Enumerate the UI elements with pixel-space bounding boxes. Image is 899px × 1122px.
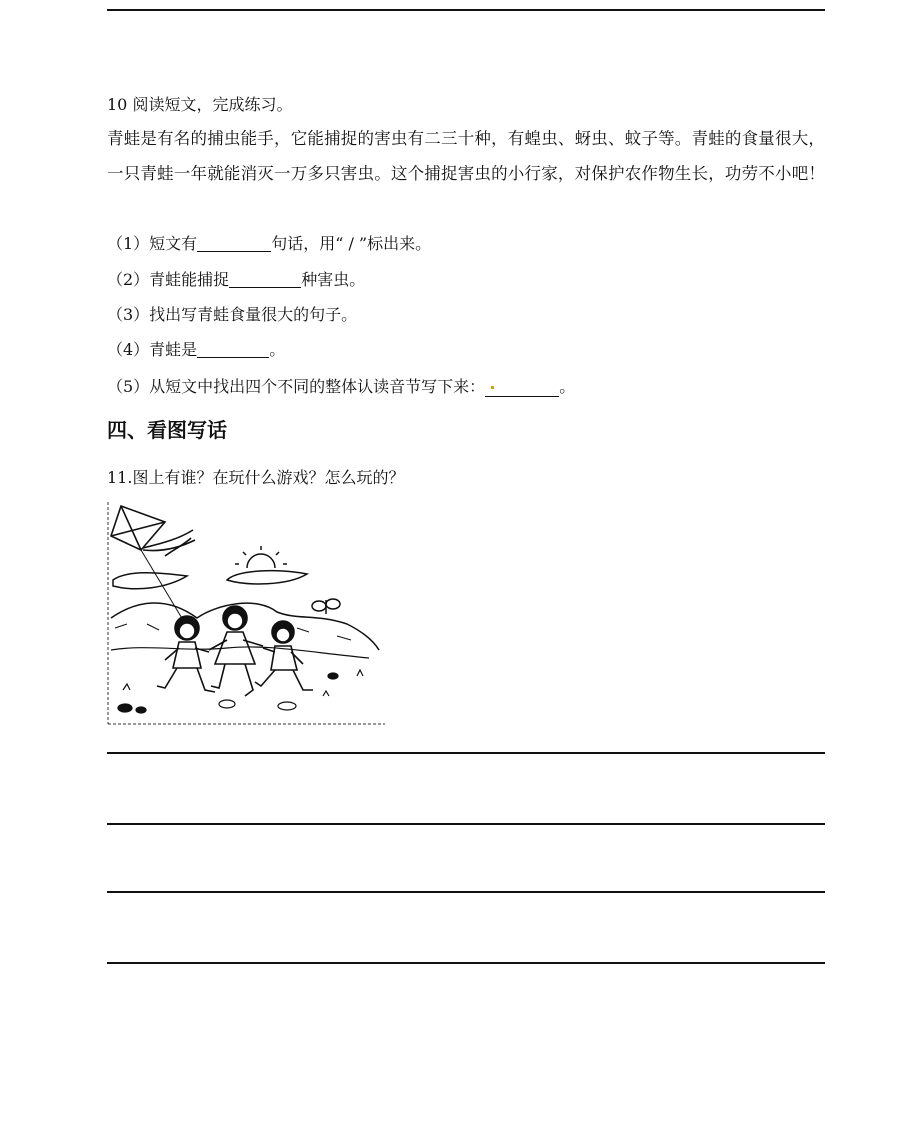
question-11-prompt: 11.图上有谁？在玩什么游戏？怎么玩的？ [107,468,405,487]
passage-text: 青蛙是有名的捕虫能手，它能捕捉的害虫有二三十种，有蝗虫、蚜虫、蚊子等。青蛙的食量很大，一只青蛙一年就能消灭一万多只害虫。这个捕捉害虫的小行家，对保护农作物生长，功劳不小吧！ [107,129,826,183]
q4-blank[interactable] [197,341,269,358]
child-left-icon [157,616,215,692]
q2-prefix: （2）青蛙能捕捉 [107,270,230,289]
q2-suffix: 种害虫。 [301,270,366,289]
q2-blank[interactable] [229,271,301,288]
children-flying-kite-illustration [107,500,387,728]
section-4-heading: 四、看图写话 [107,418,227,442]
question-10-1 [107,234,431,254]
butterfly-icon [312,599,340,614]
writing-line-4[interactable] [107,962,825,964]
q5-suffix: 。 [559,377,576,396]
writing-line-3[interactable] [107,891,825,893]
q4-suffix: 。 [269,340,286,359]
q5-blank[interactable] [485,380,559,397]
top-rule [107,9,825,11]
question-10-4 [107,340,285,360]
q1-suffix: 句话，用“ / ”标出来。 [271,234,432,253]
kite-icon [111,506,195,630]
q1-blank[interactable] [197,235,271,252]
cursor-dot-icon [491,386,494,389]
writing-line-1[interactable] [107,752,825,754]
sun-icon [235,546,287,568]
q4-prefix: （4）青蛙是 [107,340,198,359]
child-right-icon [255,621,313,690]
question-10-2 [107,270,365,290]
question-10-5 [107,377,575,397]
writing-line-2[interactable] [107,823,825,825]
q5-prefix: （5）从短文中找出四个不同的整体认读音节写下来： [107,377,486,396]
question-10-title: 10 阅读短文，完成练习。 [107,95,293,114]
question-10-3: （3）找出写青蛙食量很大的句子。 [107,305,358,324]
q1-prefix: （1）短文有 [107,234,198,253]
